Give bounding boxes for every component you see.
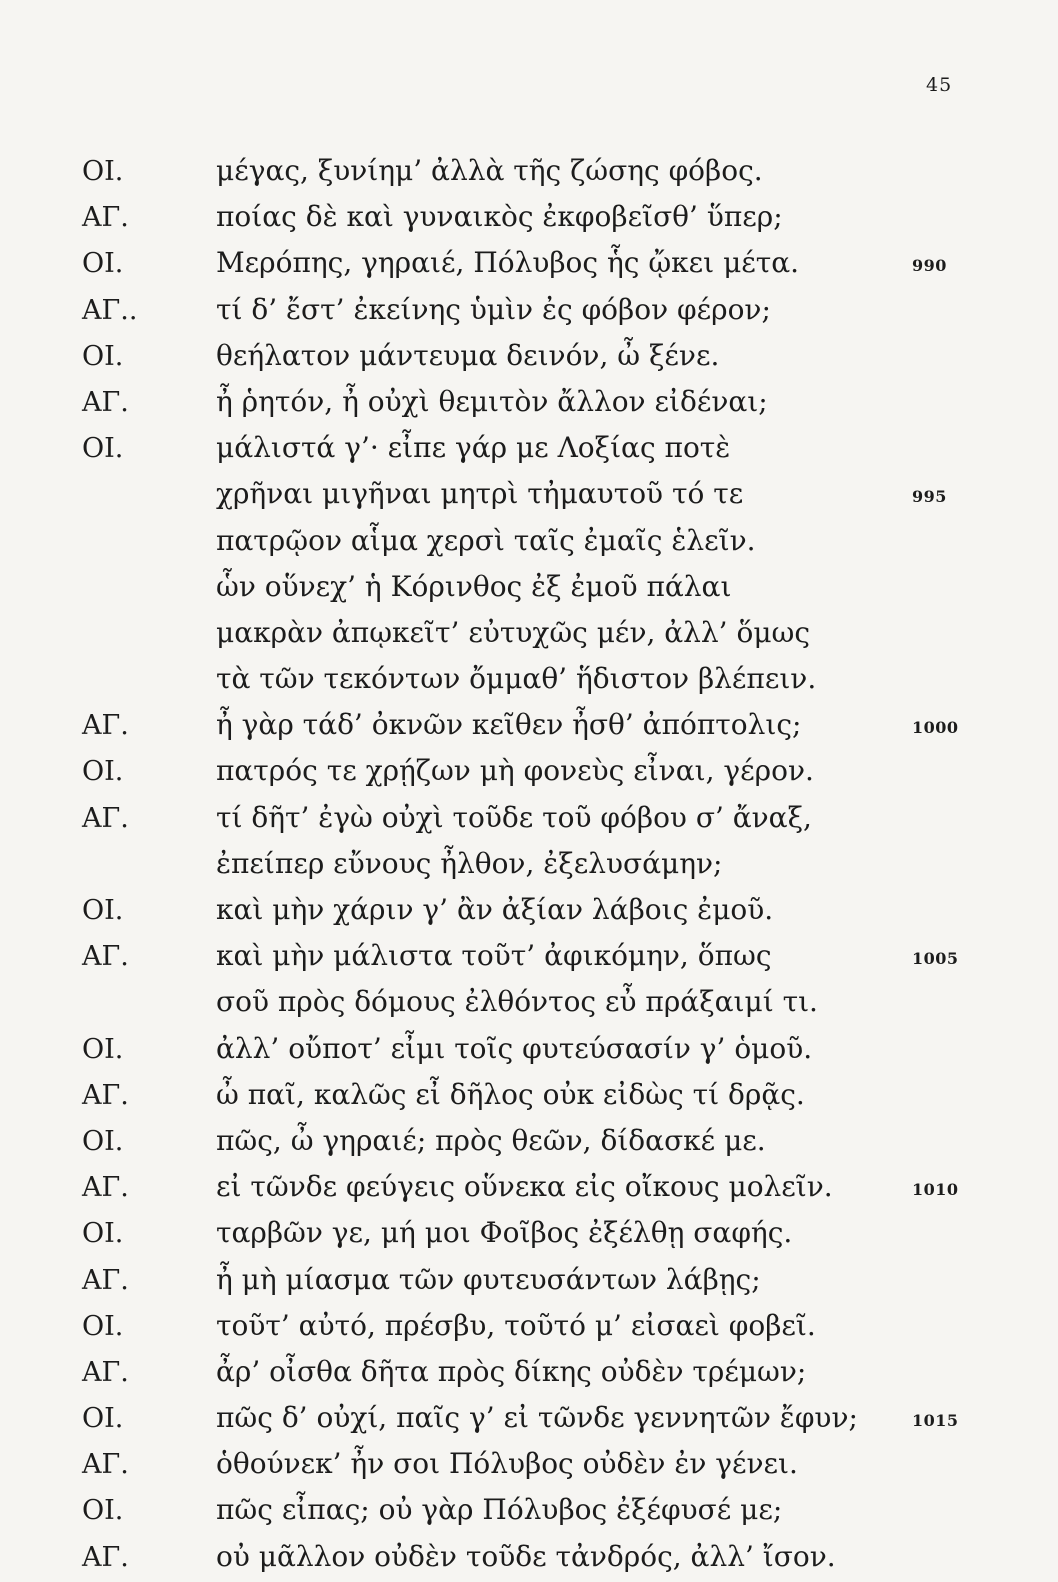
speaker-label: ΟΙ. — [82, 1495, 124, 1527]
verse-line — [0, 1212, 1058, 1258]
verse-line — [0, 196, 1058, 242]
verse-text: μακρὰν ἀπῳκεῖτ’ εὐτυχῶς μέν, ἀλλ’ ὅμως — [216, 615, 811, 649]
speaker-label: ΟΙ. — [82, 248, 124, 280]
verse-line — [0, 1120, 1058, 1166]
verse-line — [0, 889, 1058, 935]
verse-text: ὦ παῖ, καλῶς εἶ δῆλος οὐκ εἰδὼς τί δρᾷς. — [216, 1077, 805, 1111]
speaker-label: ΑΓ. — [82, 1449, 129, 1481]
speaker-label: ΟΙ. — [82, 1218, 124, 1250]
verse-text: οὐ μᾶλλον οὐδὲν τοῦδε τἀνδρός, ἀλλ’ ἴσον. — [216, 1539, 836, 1573]
verse-text: μάλιστά γ’· εἶπε γάρ με Λοξίας ποτὲ — [216, 431, 731, 465]
verse-line — [0, 1305, 1058, 1351]
verse-text: Μερόπης, γηραιέ, Πόλυβος ἧς ᾤκει μέτα. — [216, 246, 800, 280]
speaker-label: ΟΙ. — [82, 1125, 124, 1157]
speaker-label: ΟΙ. — [82, 756, 124, 788]
verse-line — [0, 1351, 1058, 1397]
speaker-label: ΑΓ. — [82, 1079, 129, 1111]
verse-line — [0, 1443, 1058, 1489]
verse-text: εἰ τῶνδε φεύγεις οὕνεκα εἰς οἴκους μολεῖν. — [216, 1170, 833, 1204]
verse-text: ὧν οὕνεχ’ ἡ Κόρινθος ἐξ ἐμοῦ πάλαι — [216, 569, 732, 603]
verse-line — [0, 797, 1058, 843]
page-number: 45 — [926, 74, 953, 96]
verse-text: ἦ γὰρ τάδ’ ὀκνῶν κεῖθεν ἦσθ’ ἀπόπτολις; — [216, 708, 802, 742]
speaker-label: ΑΓ. — [82, 1541, 129, 1573]
verse-text: χρῆναι μιγῆναι μητρὶ τἠμαυτοῦ τό τε — [216, 477, 744, 511]
verse-text: ἐπείπερ εὔνους ἦλθον, ἐξελυσάμην; — [216, 846, 723, 880]
line-number: 1010 — [912, 1180, 959, 1200]
verse-line — [0, 658, 1058, 704]
verse-line — [0, 473, 1058, 519]
speaker-label: ΟΙ. — [82, 1310, 124, 1342]
verse-line — [0, 520, 1058, 566]
verse-text: ἦ ῥητόν, ἦ οὐχὶ θεμιτὸν ἄλλον εἰδέναι; — [216, 384, 768, 418]
verse-text: πῶς εἶπας; οὐ γὰρ Πόλυβος ἐξέφυσέ με; — [216, 1493, 783, 1527]
verse-line — [0, 335, 1058, 381]
speaker-label: ΟΙ. — [82, 1033, 124, 1065]
verse-block — [0, 150, 1058, 1582]
verse-text: τοῦτ’ αὐτό, πρέσβυ, τοῦτό μ’ εἰσαεὶ φοβεῖ. — [216, 1308, 816, 1342]
verse-text: ἦ μὴ μίασμα τῶν φυτευσάντων λάβῃς; — [216, 1262, 761, 1296]
verse-text: ὁθούνεκ’ ἦν σοι Πόλυβος οὐδὲν ἐν γένει. — [216, 1447, 798, 1481]
verse-line — [0, 150, 1058, 196]
verse-line — [0, 704, 1058, 750]
verse-text: τί δ’ ἔστ’ ἐκείνης ὑμὶν ἐς φόβον φέρον; — [216, 292, 771, 326]
verse-line — [0, 1489, 1058, 1535]
verse-line — [0, 750, 1058, 796]
verse-text: καὶ μὴν χάριν γ’ ἂν ἀξίαν λάβοις ἐμοῦ. — [216, 893, 774, 926]
speaker-label: ΑΓ. — [82, 202, 129, 234]
verse-line — [0, 1536, 1058, 1582]
verse-line — [0, 427, 1058, 473]
verse-text: πατρῷον αἷμα χερσὶ ταῖς ἐμαῖς ἑλεῖν. — [216, 523, 756, 557]
verse-line — [0, 1397, 1058, 1443]
speaker-label: ΟΙ. — [82, 340, 124, 372]
verse-line — [0, 289, 1058, 335]
verse-line — [0, 381, 1058, 427]
verse-text: ἀλλ’ οὔποτ’ εἶμι τοῖς φυτεύσασίν γ’ ὁμοῦ. — [216, 1031, 813, 1065]
verse-text: πατρός τε χρῄζων μὴ φονεὺς εἶναι, γέρον. — [216, 754, 814, 788]
line-number: 1000 — [912, 718, 959, 738]
line-number: 1005 — [912, 949, 959, 969]
verse-text: καὶ μὴν μάλιστα τοῦτ’ ἀφικόμην, ὅπως — [216, 939, 772, 973]
speaker-label: ΑΓ. — [82, 1172, 129, 1204]
speaker-label: ΑΓ. — [82, 1264, 129, 1296]
verse-text: πῶς δ’ οὐχί, παῖς γ’ εἰ τῶνδε γεννητῶν ἔφυν; — [216, 1401, 858, 1435]
verse-line — [0, 1259, 1058, 1305]
speaker-label: ΑΓ. — [82, 386, 129, 418]
verse-line — [0, 843, 1058, 889]
verse-line — [0, 566, 1058, 612]
verse-text: ταρβῶν γε, μή μοι Φοῖβος ἐξέλθῃ σαφής. — [216, 1216, 793, 1250]
verse-text: μέγας, ξυνίημ’ ἀλλὰ τῆς ζώσης φόβος. — [216, 154, 763, 187]
verse-line — [0, 935, 1058, 981]
speaker-label: ΑΓ. — [82, 802, 129, 834]
verse-text: τί δῆτ’ ἐγὼ οὐχὶ τοῦδε τοῦ φόβου σ’ ἄναξ, — [216, 800, 812, 834]
speaker-label: ΟΙ. — [82, 433, 124, 465]
verse-line — [0, 981, 1058, 1027]
verse-line — [0, 612, 1058, 658]
verse-text: τὰ τῶν τεκόντων ὄμμαθ’ ἥδιστον βλέπειν. — [216, 662, 817, 696]
speaker-label: ΑΓ. — [82, 1356, 129, 1388]
speaker-label: ΟΙ. — [82, 1403, 124, 1435]
speaker-label: ΟΙ. — [82, 895, 124, 926]
verse-line — [0, 1074, 1058, 1120]
line-number: 1015 — [912, 1411, 959, 1431]
speaker-label: ΟΙ. — [82, 156, 124, 187]
verse-text: ἆρ’ οἶσθα δῆτα πρὸς δίκης οὐδὲν τρέμων; — [216, 1354, 807, 1388]
speaker-label: ΑΓ. — [82, 941, 129, 973]
verse-line — [0, 1166, 1058, 1212]
verse-line — [0, 242, 1058, 288]
verse-text: σοῦ πρὸς δόμους ἐλθόντος εὖ πράξαιμί τι. — [216, 985, 818, 1019]
speaker-label: ΑΓ. — [82, 710, 129, 742]
verse-line — [0, 1028, 1058, 1074]
verse-text: πῶς, ὦ γηραιέ; πρὸς θεῶν, δίδασκέ με. — [216, 1123, 766, 1157]
verse-text: θεήλατον μάντευμα δεινόν, ὦ ξένε. — [216, 338, 720, 372]
line-number: 995 — [912, 487, 947, 507]
verse-text: ποίας δὲ καὶ γυναικὸς ἐκφοβεῖσθ’ ὕπερ; — [216, 200, 783, 234]
line-number: 990 — [912, 256, 947, 276]
speaker-label: ΑΓ.. — [82, 294, 138, 326]
